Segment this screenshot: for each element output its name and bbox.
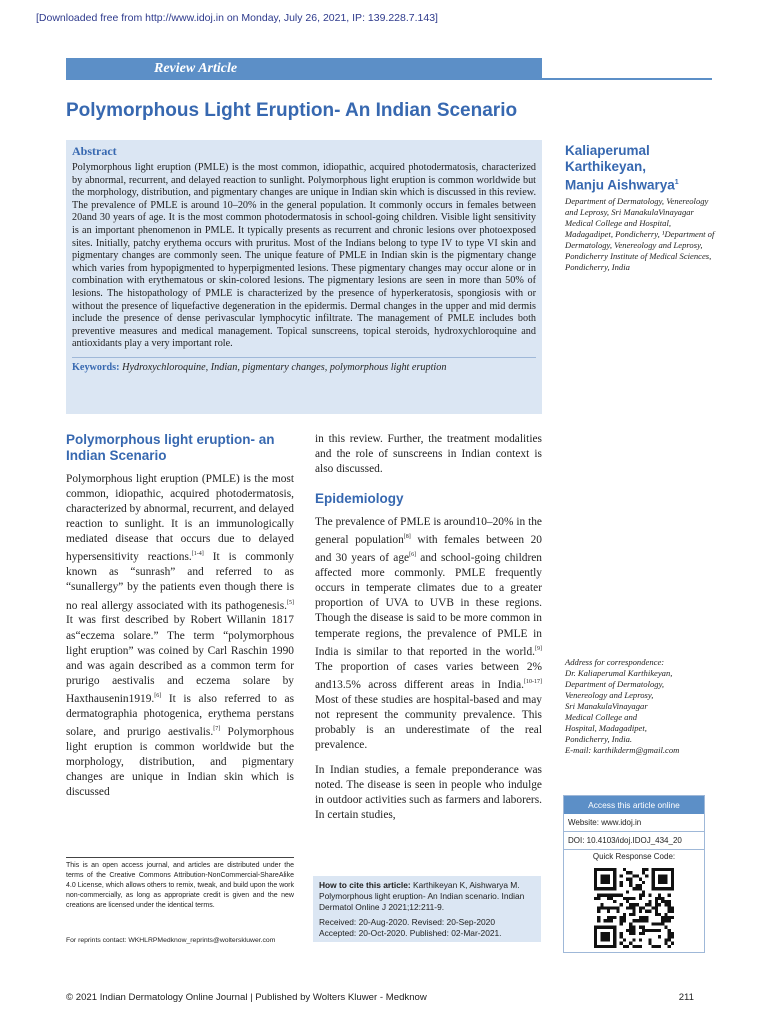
citation-box bbox=[313, 876, 541, 942]
correspondence-address bbox=[565, 657, 715, 756]
qr-container bbox=[564, 864, 704, 952]
section-label: Review Article bbox=[154, 61, 238, 76]
author-name-2: Manju Aishwarya bbox=[565, 177, 675, 193]
intro-text-d: It is also referred to as dermatographia photogenica, erythema perstans solare, and prurigo aestivalis. bbox=[66, 692, 294, 738]
author-affiliation: Department of Dermatology, Venereology and Leprosy, Sri ManakulaVinayagar Medical College and Hospital, Madagadipet, Pondicherry, ¹Department of Dermatology, Venereology and Leprosy, Pondicherry Institute of Medical Sciences, Pondicherry, India bbox=[565, 196, 715, 272]
abstract-box bbox=[66, 140, 542, 414]
download-banner: [Downloaded free from http://www.idoj.in on Monday, July 26, 2021, IP: 139.228.7.143] bbox=[36, 12, 438, 24]
section-label-bar bbox=[66, 58, 712, 80]
keywords-label: Keywords: bbox=[72, 361, 120, 373]
dates-line-2: Accepted: 20-Oct-2020. Published: 02-Mar-2021. bbox=[319, 928, 502, 938]
epidemiology-heading: Epidemiology bbox=[315, 491, 404, 507]
access-heading: Access this article online bbox=[564, 796, 704, 814]
corr-email[interactable]: E-mail: karthikderm@gmail.com bbox=[565, 745, 680, 755]
intro-continuation: in this review. Further, the treatment modalities and the role of sunscreens in Indian context is also discussed. bbox=[315, 433, 542, 476]
author-line-3 bbox=[565, 175, 715, 194]
author-line-1: Kaliaperumal bbox=[565, 143, 650, 158]
section-label-tab bbox=[66, 58, 542, 80]
dates-line-1: Received: 20-Aug-2020. Revised: 20-Sep-2020 bbox=[319, 917, 495, 927]
epidemiology-paragraph-2: In Indian studies, a female preponderance was noted. The disease is seen in people who indulge in outdoor activities such as farmers and laborers. In certain studies, bbox=[315, 763, 542, 822]
license-notice: This is an open access journal, and articles are distributed under the terms of the Creative Commons Attribution-NonCommercial-ShareAlike 4.0 License, which allows others to remix, tweak, and build upon the work non-commercially, as long as appropriate credit is given and the new creations are licensed under the identical terms. bbox=[66, 857, 294, 911]
citation[interactable]: [6] bbox=[409, 552, 417, 559]
keywords-divider bbox=[72, 357, 536, 358]
corr-line: Department of Dermatology, bbox=[565, 679, 665, 689]
intro-text-b: It is commonly known as “sunrash” and referred to as “sunallergy” by the patients even though there is no real allergy associated with its pathogenesis. bbox=[66, 551, 294, 612]
author-line-2: Karthikeyan, bbox=[565, 159, 647, 174]
keywords-text: Hydroxychloroquine, Indian, pigmentary changes, polymorphous light eruption bbox=[122, 361, 447, 373]
left-column bbox=[66, 432, 294, 800]
page-number: 211 bbox=[678, 992, 694, 1003]
abstract-heading: Abstract bbox=[72, 144, 117, 158]
corr-line: Sri ManakulaVinayagar bbox=[565, 701, 648, 711]
epi-text-b: with females between 20 and 30 years of age bbox=[315, 534, 542, 565]
citation[interactable]: [7] bbox=[213, 725, 221, 732]
author-sup: 1 bbox=[674, 179, 679, 186]
keywords bbox=[72, 362, 536, 373]
article-title: Polymorphous Light Eruption- An Indian Scenario bbox=[66, 100, 518, 121]
reprints-contact: For reprints contact: WKHLRPMedknow_reprints@wolterskluwer.com bbox=[66, 937, 276, 944]
qr-label: Quick Response Code: bbox=[592, 852, 676, 861]
corr-line: Medical College and bbox=[565, 712, 638, 722]
doi-link[interactable]: DOI: 10.4103/idoj.IDOJ_434_20 bbox=[564, 832, 704, 850]
corr-line: Address for correspondence: bbox=[565, 657, 665, 667]
abstract-text: Polymorphous light eruption (PMLE) is the most common, idiopathic, acquired photodermatosis, characterized by abnormal, recurrent, and delayed reaction to sunlight. Polymorphous light eruption is common worldwide but the morphology, distribution, and pigmentary changes are unique in Indian skin which is discussed in this review. The prevalence of PMLE is around 10–20% in the general population. It commonly occurs in females between 20and 30 years of age. It is the most common photodermatosis in school-going children. Visible light sensitivity is an important phenomenon in PMLE. It typically presents as recurrent and chronic lesions over photoexposed sites. Initially, patchy erythema occurs with pruritus. Most of the Indians belong to type IV to type VI skin and pigmentary changes are commonly seen. The unique feature of PMLE in Indian skin is the pigmentary change which varies from hypopigmented to hyperpigmented lesions. These pigmentary changes may occur alone or in combination with erythematous or skin-colored lesions. The pigmentary lesions are seen in more than 50% of lesions. The histopathology of PMLE is characterized by the presence of hyperkeratosis, spongiosis with or without the presence of liquefactive degeneration in the epidermis. Dermal changes in the upper and mid dermis include the presence of dense perivascular lymphocytic infiltrate. The management of PMLE includes both preventive measures and medical management. Topical sunscreens, topical steroids, hydroxychloroquine and antioxidants play a very important role. bbox=[72, 162, 536, 350]
epi-text-d: The proportion of cases varies between 2% and13.5% across different areas in India. bbox=[315, 660, 542, 691]
cite-label: How to cite this article: bbox=[319, 880, 411, 890]
cite-text bbox=[319, 880, 535, 913]
intro-text-e: Polymorphous light eruption is common worldwide but the morphology, distribution, and pigmentary changes are unique in Indian skin which is discussed bbox=[66, 725, 294, 799]
access-article-box bbox=[563, 795, 705, 953]
section-label-rule bbox=[542, 78, 712, 80]
corr-line: Dr. Kaliaperumal Karthikeyan, bbox=[565, 668, 673, 678]
citation[interactable]: [10-17] bbox=[524, 678, 542, 685]
corr-line: Hospital, Madagadipet, bbox=[565, 723, 647, 733]
middle-column bbox=[315, 432, 542, 823]
epi-text-a: The prevalence of PMLE is around10–20% in the general population bbox=[315, 516, 542, 547]
footer-copyright: © 2021 Indian Dermatology Online Journal | Published by Wolters Kluwer - Medknow bbox=[66, 992, 427, 1003]
intro-text-c: It was first described by Robert Willanin 1817 as“eczema solare.” The term “polymorphous light eruption” was coined by Carl Raschin 1990 and was again described as a common term for prurigo aestivalis and eczema solare by Haxthausenin1919. bbox=[66, 614, 294, 705]
epi-text-e: Most of these studies are hospital-based and may not represent the community prevalence. This probably is an underestimate of the real prevalence. bbox=[315, 693, 542, 751]
website-link[interactable]: Website: www.idoj.in bbox=[564, 814, 704, 832]
citation[interactable]: [8] bbox=[403, 534, 411, 541]
citation[interactable]: [9] bbox=[535, 645, 542, 652]
qr-code-icon[interactable] bbox=[594, 868, 674, 948]
cite-reference: Karthikeyan K, Aishwarya M. Polymorphous light eruption- An Indian scenario. Indian Dermatol Online J 2021;12:211-9. bbox=[319, 880, 525, 912]
intro-text-a: Polymorphous light eruption (PMLE) is the most common, idiopathic, acquired photodermatosis, characterized by abnormal, recurrent, and delayed reaction to sunlight. It is an immunologically mediated disease that occurs due to delayed hypersensitivity reactions. bbox=[66, 473, 295, 564]
intro-heading: Polymorphous light eruption- an Indian Scenario bbox=[66, 432, 275, 463]
page-footer bbox=[66, 992, 712, 1003]
corr-line: Pondicherry, India. bbox=[565, 734, 633, 744]
citation[interactable]: [5] bbox=[287, 599, 294, 606]
epidemiology-paragraph-1 bbox=[315, 515, 542, 753]
citation[interactable]: [1-4] bbox=[191, 551, 204, 558]
epi-text-c: and school-going children affected more commonly. PMLE frequently occurs in temperate climates due to a greater proportion of UVA to UVB in these regions. Though the disease is said to be more common in temperate regions, the prevalence of PMLE in India is similar to that reported in the world. bbox=[315, 552, 542, 658]
intro-paragraph bbox=[66, 472, 294, 800]
citation[interactable]: [6] bbox=[154, 692, 162, 699]
corr-line: Venereology and Leprosy, bbox=[565, 690, 654, 700]
author-names bbox=[565, 143, 715, 194]
